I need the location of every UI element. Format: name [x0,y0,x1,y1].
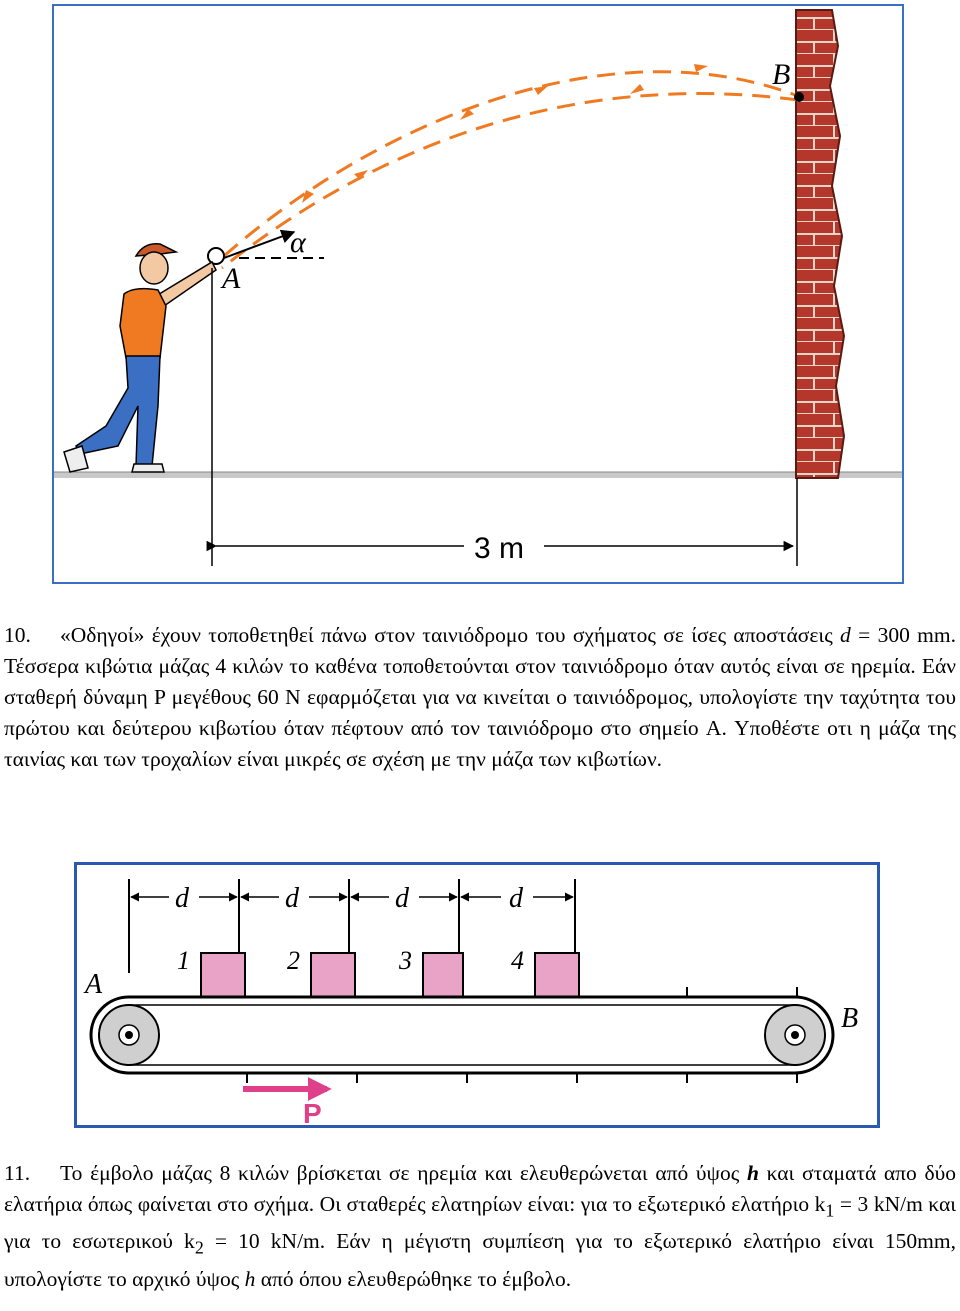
box-1 [201,953,245,997]
pulley-right [765,1005,825,1065]
d-label-1: d [175,883,189,914]
problem-10-number: 10. [4,623,31,647]
box-label-1: 1 [177,946,190,975]
problem-11-text-1: Το έμβολο μάζας 8 κιλών βρίσκεται σε ηρεμία και ελευθερώνεται από ύψος [60,1161,747,1185]
trajectory-upper [224,72,798,256]
problem-11-h-var: h [746,1161,759,1185]
problem-11-number: 11. [4,1161,31,1185]
box-2 [311,953,355,997]
problem-11-text-5: από όπου ελευθερώθηκε το έμβολο. [255,1266,572,1291]
problem-11-h-var-2: h [244,1266,256,1291]
d-label-2: d [285,883,299,914]
k2-subscript: 2 [194,1237,204,1258]
label-b: B [772,58,791,91]
conveyor-figure [74,862,880,1128]
d-label-4: d [509,883,523,914]
box-4 [535,953,579,997]
problem-11 [4,1158,956,1295]
problem-10 [4,620,956,775]
box-label-4: 4 [511,946,524,975]
label-a: A [222,262,241,295]
conveyor-label-b: B [841,1003,859,1034]
d-label-3: d [395,883,409,914]
box-label-2: 2 [287,946,300,975]
pulley-left [99,1005,159,1065]
force-label: P [303,1098,322,1125]
trajectory-lower [222,94,798,268]
problem-11-text-4: = 10 kN/m. Εάν η μέγιστη συμπίεση για το εξωτερικό ελατήριο είναι 150mm, υπολογίστε το αρχικό ύψος [4,1229,956,1291]
person-figure [64,244,216,472]
problem-11-text-3: = 3 kN/m και για το εσωτερικού k [4,1192,957,1254]
problem-11-text-2: και σταματά απο δύο ελατήρια όπως φαίνεται στο σχήμα. Οι σταθερές ελατηρίων είναι: για το εξωτερικό ελατήριο k [4,1161,956,1216]
brick-wall [796,10,844,478]
label-alpha: α [290,226,306,259]
box-3 [423,953,463,997]
belt [91,997,833,1073]
problem-10-text-1: «Οδηγοί» έχουν τοποθετηθεί πάνω στον ταινιόδρομο του σχήματος σε ίσες αποστάσεις [60,623,841,647]
problem-10-text-2: = 300 mm. Τέσσερα κιβώτια μάζας 4 κιλών το καθένα τοποθετούνται στον ταινιόδρομο όταν αυτός είναι σε ηρεμία. Εάν σταθερή δύναμη P μεγέθους 60 N εφαρμόζεται για να κινείται ο ταινιόδρομος, υπολογίστε την ταχύτητα του πρώτου και δεύτερου κιβωτίου όταν πέφτουν από τον ταινιόδρομο στο σημείο A. Υποθέστε οτι η μάζα της ταινίας και των τροχαλίων είναι μικρές σε σχέση με την μάζα των κιβωτίων. [4,623,956,771]
problem-10-d-var: d [840,623,851,647]
k1-subscript: 1 [825,1200,835,1221]
projectile-figure [52,4,904,584]
box-label-3: 3 [399,946,412,975]
distance-label: 3 m [474,532,525,565]
conveyor-label-a: A [85,969,103,1000]
